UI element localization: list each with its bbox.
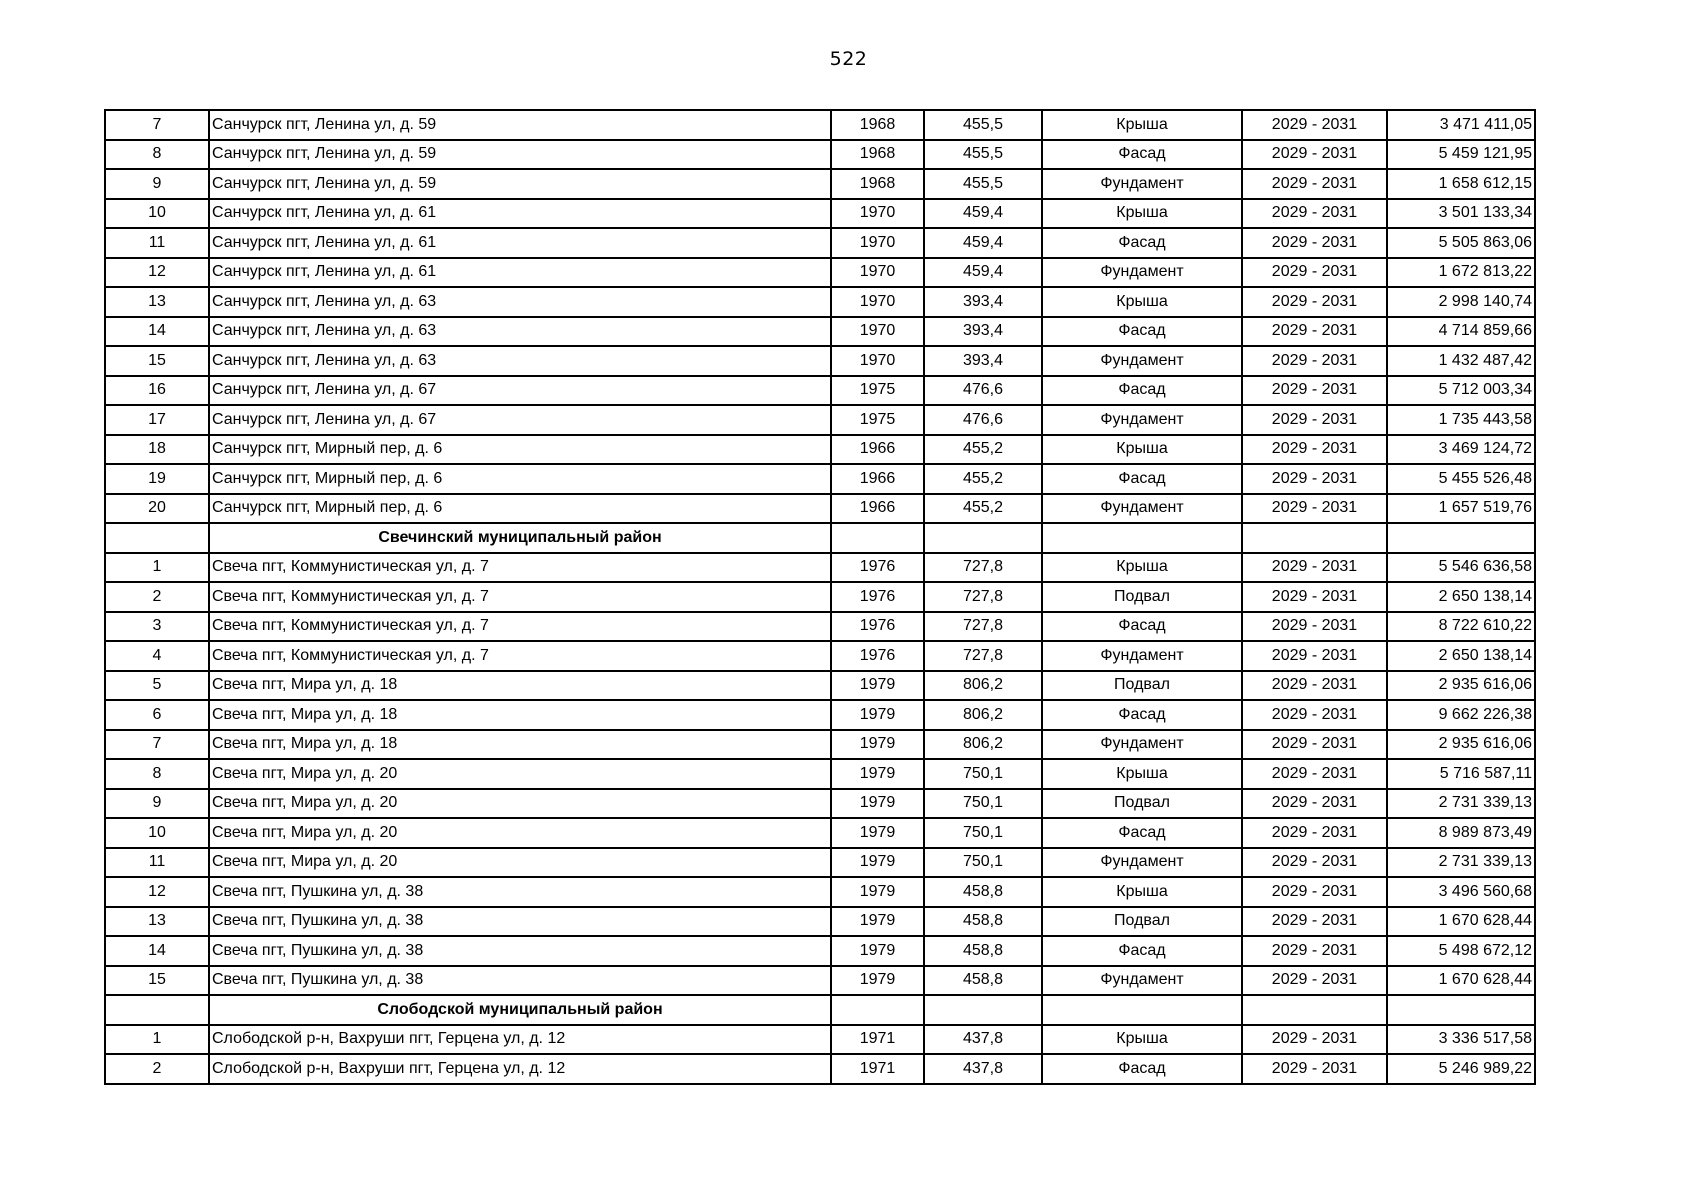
work-type-cell: Фундамент (1042, 169, 1242, 199)
year-built-cell: 1970 (831, 228, 924, 258)
row-number: 2 (105, 582, 209, 612)
section-title: Слободской муниципальный район (209, 995, 831, 1025)
table-row (105, 936, 1535, 966)
area-cell: 806,2 (924, 730, 1042, 760)
work-type-cell: Фасад (1042, 317, 1242, 347)
cost-cell: 2 650 138,14 (1387, 641, 1535, 671)
year-built-cell: 1979 (831, 730, 924, 760)
area-cell: 437,8 (924, 1025, 1042, 1055)
cost-cell: 3 336 517,58 (1387, 1025, 1535, 1055)
row-number: 15 (105, 966, 209, 996)
row-number: 11 (105, 228, 209, 258)
row-number: 8 (105, 140, 209, 170)
cost-cell: 2 935 616,06 (1387, 730, 1535, 760)
year-built-cell: 1966 (831, 494, 924, 524)
cost-cell: 3 501 133,34 (1387, 199, 1535, 229)
period-cell: 2029 - 2031 (1242, 612, 1387, 642)
year-built-cell: 1968 (831, 110, 924, 140)
table-row (105, 1054, 1535, 1084)
table-row (105, 140, 1535, 170)
period-cell: 2029 - 2031 (1242, 405, 1387, 435)
empty-cell (1387, 995, 1535, 1025)
period-cell: 2029 - 2031 (1242, 317, 1387, 347)
address-cell: Свеча пгт, Мира ул, д. 18 (209, 730, 831, 760)
address-cell: Свеча пгт, Коммунистическая ул, д. 7 (209, 582, 831, 612)
table-row (105, 848, 1535, 878)
row-number: 15 (105, 346, 209, 376)
work-type-cell: Фасад (1042, 936, 1242, 966)
work-type-cell: Фасад (1042, 376, 1242, 406)
table-row (105, 287, 1535, 317)
cost-cell: 5 455 526,48 (1387, 464, 1535, 494)
area-cell: 476,6 (924, 405, 1042, 435)
table-row (105, 494, 1535, 524)
address-cell: Санчурск пгт, Ленина ул, д. 63 (209, 346, 831, 376)
area-cell: 459,4 (924, 258, 1042, 288)
table-row (105, 317, 1535, 347)
section-header-row (105, 523, 1535, 553)
work-type-cell: Фундамент (1042, 641, 1242, 671)
area-cell: 459,4 (924, 199, 1042, 229)
cost-cell: 1 432 487,42 (1387, 346, 1535, 376)
table-row (105, 759, 1535, 789)
empty-cell (1387, 523, 1535, 553)
row-number: 6 (105, 700, 209, 730)
period-cell: 2029 - 2031 (1242, 287, 1387, 317)
work-type-cell: Подвал (1042, 582, 1242, 612)
row-number: 5 (105, 671, 209, 701)
work-type-cell: Фасад (1042, 818, 1242, 848)
empty-cell (1042, 995, 1242, 1025)
work-type-cell: Крыша (1042, 553, 1242, 583)
year-built-cell: 1979 (831, 789, 924, 819)
cost-cell: 3 471 411,05 (1387, 110, 1535, 140)
area-cell: 750,1 (924, 818, 1042, 848)
year-built-cell: 1979 (831, 966, 924, 996)
year-built-cell: 1970 (831, 346, 924, 376)
work-type-cell: Фундамент (1042, 405, 1242, 435)
period-cell: 2029 - 2031 (1242, 258, 1387, 288)
work-type-cell: Фундамент (1042, 730, 1242, 760)
year-built-cell: 1976 (831, 612, 924, 642)
area-cell: 459,4 (924, 228, 1042, 258)
address-cell: Санчурск пгт, Ленина ул, д. 63 (209, 317, 831, 347)
row-number: 14 (105, 936, 209, 966)
table-row (105, 671, 1535, 701)
work-type-cell: Фасад (1042, 700, 1242, 730)
year-built-cell: 1966 (831, 464, 924, 494)
period-cell: 2029 - 2031 (1242, 818, 1387, 848)
period-cell: 2029 - 2031 (1242, 730, 1387, 760)
year-built-cell: 1979 (831, 936, 924, 966)
work-type-cell: Крыша (1042, 759, 1242, 789)
cost-cell: 4 714 859,66 (1387, 317, 1535, 347)
address-cell: Санчурск пгт, Ленина ул, д. 59 (209, 140, 831, 170)
work-type-cell: Фундамент (1042, 258, 1242, 288)
cost-cell: 1 658 612,15 (1387, 169, 1535, 199)
empty-cell (924, 523, 1042, 553)
address-cell: Санчурск пгт, Ленина ул, д. 63 (209, 287, 831, 317)
area-cell: 806,2 (924, 700, 1042, 730)
period-cell: 2029 - 2031 (1242, 228, 1387, 258)
year-built-cell: 1976 (831, 582, 924, 612)
address-cell: Свеча пгт, Коммунистическая ул, д. 7 (209, 612, 831, 642)
row-number: 14 (105, 317, 209, 347)
address-cell: Свеча пгт, Мира ул, д. 20 (209, 759, 831, 789)
period-cell: 2029 - 2031 (1242, 936, 1387, 966)
period-cell: 2029 - 2031 (1242, 169, 1387, 199)
address-cell: Санчурск пгт, Ленина ул, д. 67 (209, 376, 831, 406)
year-built-cell: 1968 (831, 169, 924, 199)
address-cell: Свеча пгт, Мира ул, д. 20 (209, 848, 831, 878)
row-number: 8 (105, 759, 209, 789)
row-number: 12 (105, 877, 209, 907)
area-cell: 393,4 (924, 317, 1042, 347)
cost-cell: 5 498 672,12 (1387, 936, 1535, 966)
year-built-cell: 1975 (831, 405, 924, 435)
area-cell: 455,2 (924, 464, 1042, 494)
cost-cell: 2 650 138,14 (1387, 582, 1535, 612)
address-cell: Санчурск пгт, Ленина ул, д. 59 (209, 110, 831, 140)
row-number: 20 (105, 494, 209, 524)
work-type-cell: Крыша (1042, 1025, 1242, 1055)
area-cell: 750,1 (924, 759, 1042, 789)
empty-cell (831, 995, 924, 1025)
table-row (105, 169, 1535, 199)
area-cell: 750,1 (924, 848, 1042, 878)
address-cell: Свеча пгт, Пушкина ул, д. 38 (209, 966, 831, 996)
address-cell: Санчурск пгт, Ленина ул, д. 61 (209, 258, 831, 288)
row-number: 17 (105, 405, 209, 435)
area-cell: 455,2 (924, 494, 1042, 524)
cost-cell: 2 731 339,13 (1387, 848, 1535, 878)
period-cell: 2029 - 2031 (1242, 582, 1387, 612)
row-number: 9 (105, 789, 209, 819)
table-row (105, 582, 1535, 612)
section-number-cell (105, 995, 209, 1025)
period-cell: 2029 - 2031 (1242, 110, 1387, 140)
empty-cell (924, 995, 1042, 1025)
work-type-cell: Крыша (1042, 199, 1242, 229)
table-row (105, 199, 1535, 229)
address-cell: Санчурск пгт, Мирный пер, д. 6 (209, 435, 831, 465)
year-built-cell: 1979 (831, 759, 924, 789)
address-cell: Свеча пгт, Мира ул, д. 18 (209, 700, 831, 730)
period-cell: 2029 - 2031 (1242, 140, 1387, 170)
table-row (105, 1025, 1535, 1055)
cost-cell: 9 662 226,38 (1387, 700, 1535, 730)
work-type-cell: Подвал (1042, 789, 1242, 819)
cost-cell: 2 731 339,13 (1387, 789, 1535, 819)
address-cell: Санчурск пгт, Ленина ул, д. 59 (209, 169, 831, 199)
year-built-cell: 1979 (831, 818, 924, 848)
cost-cell: 1 735 443,58 (1387, 405, 1535, 435)
row-number: 19 (105, 464, 209, 494)
empty-cell (1042, 523, 1242, 553)
address-cell: Санчурск пгт, Мирный пер, д. 6 (209, 494, 831, 524)
area-cell: 458,8 (924, 877, 1042, 907)
period-cell: 2029 - 2031 (1242, 435, 1387, 465)
table-row (105, 612, 1535, 642)
row-number: 9 (105, 169, 209, 199)
period-cell: 2029 - 2031 (1242, 464, 1387, 494)
row-number: 2 (105, 1054, 209, 1084)
period-cell: 2029 - 2031 (1242, 848, 1387, 878)
area-cell: 455,5 (924, 140, 1042, 170)
address-cell: Свеча пгт, Мира ул, д. 20 (209, 789, 831, 819)
work-type-cell: Крыша (1042, 435, 1242, 465)
area-cell: 437,8 (924, 1054, 1042, 1084)
area-cell: 393,4 (924, 346, 1042, 376)
work-type-cell: Фасад (1042, 464, 1242, 494)
empty-cell (1242, 523, 1387, 553)
address-cell: Санчурск пгт, Ленина ул, д. 61 (209, 199, 831, 229)
year-built-cell: 1970 (831, 317, 924, 347)
address-cell: Свеча пгт, Коммунистическая ул, д. 7 (209, 641, 831, 671)
period-cell: 2029 - 2031 (1242, 907, 1387, 937)
table-row (105, 877, 1535, 907)
period-cell: 2029 - 2031 (1242, 966, 1387, 996)
table-row (105, 435, 1535, 465)
area-cell: 455,5 (924, 169, 1042, 199)
row-number: 16 (105, 376, 209, 406)
cost-cell: 8 722 610,22 (1387, 612, 1535, 642)
cost-cell: 2 998 140,74 (1387, 287, 1535, 317)
work-type-cell: Фундамент (1042, 966, 1242, 996)
cost-cell: 5 712 003,34 (1387, 376, 1535, 406)
address-cell: Свеча пгт, Пушкина ул, д. 38 (209, 877, 831, 907)
section-title: Свечинский муниципальный район (209, 523, 831, 553)
table-body (105, 110, 1535, 1084)
cost-cell: 3 496 560,68 (1387, 877, 1535, 907)
table-row (105, 110, 1535, 140)
address-cell: Свеча пгт, Пушкина ул, д. 38 (209, 907, 831, 937)
section-number-cell (105, 523, 209, 553)
area-cell: 393,4 (924, 287, 1042, 317)
area-cell: 727,8 (924, 641, 1042, 671)
year-built-cell: 1979 (831, 848, 924, 878)
table-row (105, 789, 1535, 819)
row-number: 7 (105, 110, 209, 140)
period-cell: 2029 - 2031 (1242, 376, 1387, 406)
year-built-cell: 1979 (831, 700, 924, 730)
work-type-cell: Фундамент (1042, 848, 1242, 878)
work-type-cell: Крыша (1042, 287, 1242, 317)
page-number: 522 (829, 48, 868, 70)
cost-cell: 1 672 813,22 (1387, 258, 1535, 288)
area-cell: 806,2 (924, 671, 1042, 701)
row-number: 12 (105, 258, 209, 288)
period-cell: 2029 - 2031 (1242, 346, 1387, 376)
table-row (105, 553, 1535, 583)
row-number: 4 (105, 641, 209, 671)
table-row (105, 405, 1535, 435)
work-type-cell: Фундамент (1042, 346, 1242, 376)
row-number: 10 (105, 199, 209, 229)
work-type-cell: Крыша (1042, 877, 1242, 907)
table-row (105, 376, 1535, 406)
row-number: 7 (105, 730, 209, 760)
year-built-cell: 1971 (831, 1054, 924, 1084)
table-row (105, 346, 1535, 376)
year-built-cell: 1979 (831, 877, 924, 907)
year-built-cell: 1979 (831, 671, 924, 701)
year-built-cell: 1976 (831, 641, 924, 671)
table-row (105, 907, 1535, 937)
row-number: 1 (105, 553, 209, 583)
period-cell: 2029 - 2031 (1242, 494, 1387, 524)
area-cell: 727,8 (924, 582, 1042, 612)
work-type-cell: Подвал (1042, 671, 1242, 701)
area-cell: 455,2 (924, 435, 1042, 465)
cost-cell: 5 246 989,22 (1387, 1054, 1535, 1084)
work-type-cell: Крыша (1042, 110, 1242, 140)
table-row (105, 258, 1535, 288)
year-built-cell: 1979 (831, 907, 924, 937)
row-number: 11 (105, 848, 209, 878)
address-cell: Санчурск пгт, Ленина ул, д. 67 (209, 405, 831, 435)
address-cell: Слободской р-н, Вахруши пгт, Герцена ул, д. 12 (209, 1025, 831, 1055)
table-row (105, 700, 1535, 730)
area-cell: 458,8 (924, 966, 1042, 996)
row-number: 18 (105, 435, 209, 465)
year-built-cell: 1966 (831, 435, 924, 465)
cost-cell: 1 657 519,76 (1387, 494, 1535, 524)
cost-cell: 5 546 636,58 (1387, 553, 1535, 583)
repair-schedule-table (104, 109, 1536, 1085)
address-cell: Слободской р-н, Вахруши пгт, Герцена ул, д. 12 (209, 1054, 831, 1084)
row-number: 13 (105, 287, 209, 317)
period-cell: 2029 - 2031 (1242, 700, 1387, 730)
area-cell: 458,8 (924, 907, 1042, 937)
year-built-cell: 1970 (831, 258, 924, 288)
address-cell: Свеча пгт, Пушкина ул, д. 38 (209, 936, 831, 966)
cost-cell: 1 670 628,44 (1387, 966, 1535, 996)
cost-cell: 5 716 587,11 (1387, 759, 1535, 789)
area-cell: 476,6 (924, 376, 1042, 406)
period-cell: 2029 - 2031 (1242, 641, 1387, 671)
table-row (105, 818, 1535, 848)
period-cell: 2029 - 2031 (1242, 1025, 1387, 1055)
row-number: 10 (105, 818, 209, 848)
section-header-row (105, 995, 1535, 1025)
work-type-cell: Фасад (1042, 1054, 1242, 1084)
year-built-cell: 1970 (831, 287, 924, 317)
table-row (105, 464, 1535, 494)
year-built-cell: 1976 (831, 553, 924, 583)
row-number: 1 (105, 1025, 209, 1055)
year-built-cell: 1968 (831, 140, 924, 170)
year-built-cell: 1971 (831, 1025, 924, 1055)
cost-cell: 8 989 873,49 (1387, 818, 1535, 848)
work-type-cell: Фасад (1042, 228, 1242, 258)
work-type-cell: Фасад (1042, 612, 1242, 642)
period-cell: 2029 - 2031 (1242, 877, 1387, 907)
cost-cell: 5 459 121,95 (1387, 140, 1535, 170)
work-type-cell: Фундамент (1042, 494, 1242, 524)
year-built-cell: 1975 (831, 376, 924, 406)
row-number: 13 (105, 907, 209, 937)
area-cell: 750,1 (924, 789, 1042, 819)
table-row (105, 730, 1535, 760)
cost-cell: 5 505 863,06 (1387, 228, 1535, 258)
work-type-cell: Фасад (1042, 140, 1242, 170)
work-type-cell: Подвал (1042, 907, 1242, 937)
cost-cell: 3 469 124,72 (1387, 435, 1535, 465)
empty-cell (831, 523, 924, 553)
empty-cell (1242, 995, 1387, 1025)
area-cell: 727,8 (924, 612, 1042, 642)
period-cell: 2029 - 2031 (1242, 671, 1387, 701)
table-row (105, 228, 1535, 258)
address-cell: Свеча пгт, Коммунистическая ул, д. 7 (209, 553, 831, 583)
period-cell: 2029 - 2031 (1242, 759, 1387, 789)
address-cell: Санчурск пгт, Ленина ул, д. 61 (209, 228, 831, 258)
area-cell: 727,8 (924, 553, 1042, 583)
address-cell: Свеча пгт, Мира ул, д. 20 (209, 818, 831, 848)
cost-cell: 2 935 616,06 (1387, 671, 1535, 701)
table-row (105, 641, 1535, 671)
row-number: 3 (105, 612, 209, 642)
area-cell: 455,5 (924, 110, 1042, 140)
cost-cell: 1 670 628,44 (1387, 907, 1535, 937)
period-cell: 2029 - 2031 (1242, 553, 1387, 583)
period-cell: 2029 - 2031 (1242, 1054, 1387, 1084)
area-cell: 458,8 (924, 936, 1042, 966)
address-cell: Свеча пгт, Мира ул, д. 18 (209, 671, 831, 701)
year-built-cell: 1970 (831, 199, 924, 229)
address-cell: Санчурск пгт, Мирный пер, д. 6 (209, 464, 831, 494)
table-row (105, 966, 1535, 996)
period-cell: 2029 - 2031 (1242, 789, 1387, 819)
period-cell: 2029 - 2031 (1242, 199, 1387, 229)
